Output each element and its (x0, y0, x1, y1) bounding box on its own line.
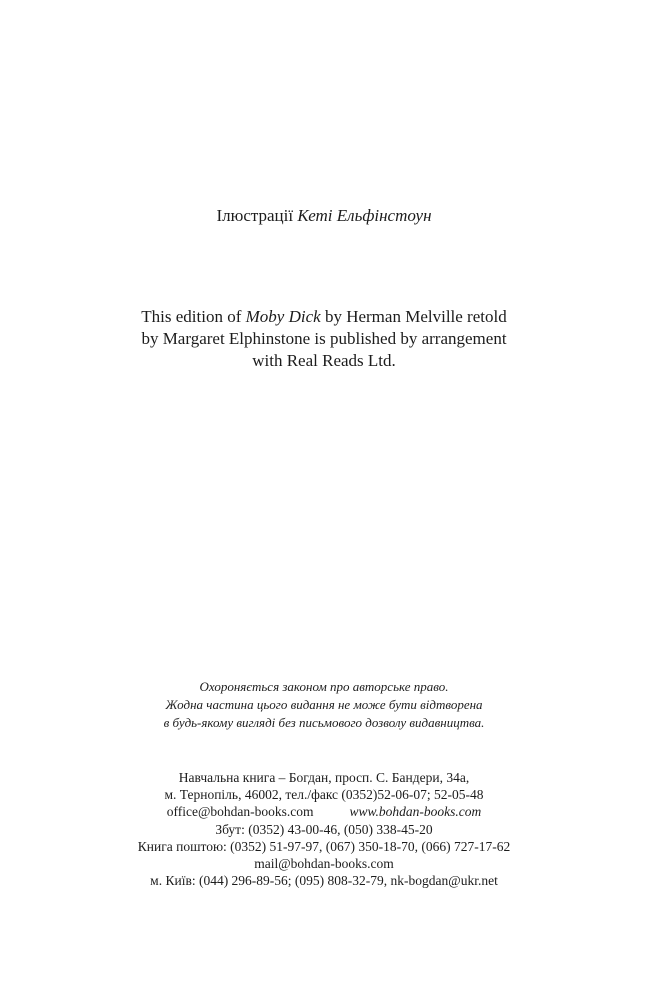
edition-text: This edition of (141, 307, 246, 326)
book-title: Moby Dick (245, 307, 321, 326)
publisher-phone-line: м. Тернопіль, 46002, тел./факс (0352)52-06-07; 52-05-48 (164, 787, 484, 802)
copyright-line-2: Жодна частина цього видання не може бути відтворена (165, 697, 483, 712)
mail-order-phones: Книга поштою: (0352) 51-97-97, (067) 350-18-70, (066) 727-17-62 (137, 839, 511, 854)
sales-phones: Збут: (0352) 43-00-46, (050) 338-45-20 (215, 822, 433, 837)
edition-text: by Herman Melville retold (320, 307, 507, 326)
edition-line-2: by Margaret Elphinstone is published by arrangement (141, 329, 507, 348)
illustrator-name: Кеті Ельфінстоун (297, 206, 432, 225)
copyright-line-3: в будь-якому вигляді без письмового дозволу видавництва. (163, 715, 485, 730)
illustrations-label: Ілюстрації (216, 206, 298, 225)
copyright-notice (0, 678, 648, 732)
publisher-website[interactable]: www.bohdan-books.com (349, 804, 482, 819)
distribution-info (0, 821, 648, 889)
edition-line-1 (0, 306, 648, 328)
publisher-info (0, 769, 648, 820)
publisher-email[interactable]: office@bohdan-books.com (166, 804, 314, 819)
mail-email[interactable]: mail@bohdan-books.com (254, 856, 394, 871)
kyiv-contacts: м. Київ: (044) 296-89-56; (095) 808-32-79, nk-bogdan@ukr.net (150, 873, 498, 888)
edition-line-3: with Real Reads Ltd. (252, 351, 396, 370)
edition-notice (0, 306, 648, 372)
publisher-contacts (0, 803, 648, 820)
publisher-address-line: Навчальна книга – Богдан, просп. С. Бандери, 34а, (178, 770, 470, 785)
copyright-line-1: Охороняється законом про авторське право. (199, 679, 449, 694)
illustrations-credit (0, 205, 648, 227)
